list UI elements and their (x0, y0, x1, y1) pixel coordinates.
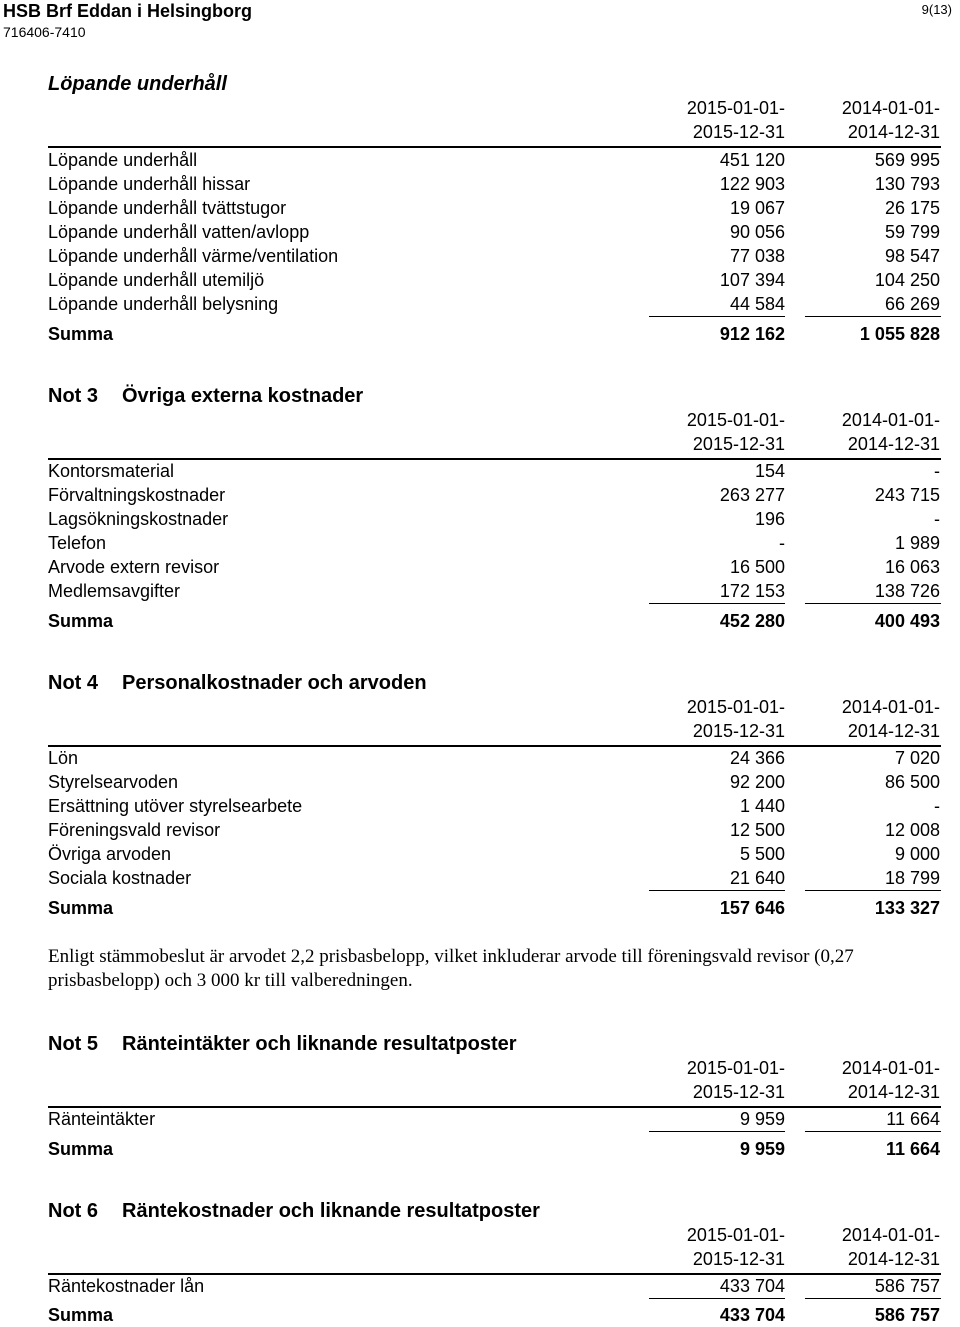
section-title (48, 1199, 540, 1223)
value-2015: 122 903 (719, 174, 785, 194)
row-label: Löpande underhåll tvättstugor (48, 198, 287, 218)
period-header: 2014-12-31 (847, 122, 940, 142)
sum-2015: 157 646 (719, 898, 785, 918)
value-2014: - (934, 509, 940, 529)
value-2015: 1 440 (739, 796, 785, 816)
row-label: Förvaltningskostnader (48, 485, 226, 505)
note-title: Räntekostnader och liknande resultatposter (122, 1200, 540, 1222)
value-2015: 19 067 (729, 198, 785, 218)
table-row (0, 507, 960, 531)
table-row (0, 459, 960, 483)
note-number: Not 6 (48, 1200, 98, 1222)
row-label: Föreningsvald revisor (48, 820, 221, 840)
period-header: 2014-12-31 (847, 1249, 940, 1269)
sum-label: Summa (48, 1305, 114, 1325)
table-row (0, 483, 960, 507)
period-header: 2015-12-31 (692, 1082, 785, 1102)
table-row (0, 1107, 960, 1131)
period-header: 2014-01-01- (841, 1058, 940, 1078)
sum-rule (649, 603, 785, 604)
value-2015: 16 500 (729, 557, 785, 577)
value-2015: 92 200 (729, 772, 785, 792)
table-row (0, 579, 960, 603)
value-2015: 5 500 (739, 844, 785, 864)
row-label: Sociala kostnader (48, 868, 192, 888)
page-header (0, 0, 960, 48)
row-label: Lagsökningskostnader (48, 509, 229, 529)
sum-2014: 1 055 828 (859, 324, 940, 344)
row-label: Löpande underhåll vatten/avlopp (48, 222, 310, 242)
value-2014: - (934, 796, 940, 816)
sum-label: Summa (48, 611, 114, 631)
section-title (48, 671, 427, 695)
table-row (0, 196, 960, 220)
value-2015: 154 (754, 461, 785, 481)
note-title: Ränteintäkter och liknande resultatposter (122, 1033, 517, 1055)
value-2014: 104 250 (874, 270, 940, 290)
table-row (0, 794, 960, 818)
value-2014: 59 799 (884, 222, 940, 242)
period-header: 2014-01-01- (841, 410, 940, 430)
value-2015: 24 366 (729, 748, 785, 768)
sum-label: Summa (48, 324, 114, 344)
sum-2014: 133 327 (874, 898, 940, 918)
sum-rule (649, 316, 785, 317)
row-label: Telefon (48, 533, 107, 553)
value-2014: - (934, 461, 940, 481)
row-label: Löpande underhåll belysning (48, 294, 279, 314)
sum-2015: 433 704 (719, 1305, 785, 1325)
value-2015: 21 640 (729, 868, 785, 888)
row-label: Kontorsmaterial (48, 461, 175, 481)
period-header: 2015-12-31 (692, 1249, 785, 1269)
period-header: 2015-01-01- (686, 1058, 785, 1078)
value-2015: 433 704 (719, 1276, 785, 1296)
value-2014: 11 664 (886, 1109, 940, 1129)
period-header: 2014-01-01- (841, 98, 940, 118)
value-2015: 90 056 (729, 222, 785, 242)
table-row (0, 555, 960, 579)
value-2015: 451 120 (719, 150, 785, 170)
value-2015: 77 038 (729, 246, 785, 266)
table-row (0, 292, 960, 316)
value-2015: 44 584 (729, 294, 785, 314)
row-label: Löpande underhåll utemiljö (48, 270, 265, 290)
row-label: Räntekostnader lån (48, 1276, 205, 1296)
sum-2015: 452 280 (719, 611, 785, 631)
row-label: Ersättning utöver styrelsearbete (48, 796, 303, 816)
value-2014: 586 757 (874, 1276, 940, 1296)
sum-row (0, 1303, 960, 1327)
period-header: 2014-01-01- (841, 697, 940, 717)
sum-2015: 912 162 (719, 324, 785, 344)
section-title (48, 1032, 517, 1056)
table-row (0, 818, 960, 842)
value-2014: 98 547 (884, 246, 940, 266)
period-header: 2015-01-01- (686, 98, 785, 118)
sum-rule (805, 890, 941, 891)
row-label: Medlemsavgifter (48, 581, 181, 601)
value-2015: 263 277 (719, 485, 785, 505)
value-2014: 16 063 (884, 557, 940, 577)
value-2014: 86 500 (884, 772, 940, 792)
sum-rule (805, 316, 941, 317)
table-row (0, 268, 960, 292)
sum-rule (805, 1298, 941, 1299)
section-title (48, 72, 227, 96)
value-2014: 18 799 (884, 868, 940, 888)
value-2014: 243 715 (874, 485, 940, 505)
sum-2014: 400 493 (874, 611, 940, 631)
period-header: 2014-01-01- (841, 1225, 940, 1245)
organization-name: HSB Brf Eddan i Helsingborg (3, 1, 253, 21)
period-header: 2015-12-31 (692, 721, 785, 741)
row-label: Ränteintäkter (48, 1109, 156, 1129)
period-header: 2014-12-31 (847, 1082, 940, 1102)
value-2014: 138 726 (874, 581, 940, 601)
row-label: Löpande underhåll värme/ventilation (48, 246, 339, 266)
table-row (0, 148, 960, 172)
note-remark: Enligt stämmobeslut är arvodet 2,2 prisbasbelopp, vilket inkluderar arvode till föreningsvald revisor (0,27 prisbasbelopp) och 3 000 kr till valberedningen. (48, 946, 854, 991)
period-header: 2015-12-31 (692, 434, 785, 454)
sum-rule (805, 603, 941, 604)
page-number: 9(13) (921, 2, 952, 17)
value-2014: 9 000 (894, 844, 940, 864)
table-row (0, 866, 960, 890)
row-label: Löpande underhåll (48, 150, 198, 170)
note-number: Not 5 (48, 1033, 98, 1055)
table-row (0, 842, 960, 866)
sum-rule (805, 1131, 941, 1132)
value-2014: 12 008 (884, 820, 940, 840)
table-row (0, 220, 960, 244)
note-title: Personalkostnader och arvoden (122, 672, 427, 694)
sum-row (0, 1137, 960, 1161)
value-2015: 172 153 (719, 581, 785, 601)
note-number: Not 4 (48, 672, 98, 694)
sum-2014: 11 664 (885, 1139, 940, 1159)
sum-row (0, 896, 960, 920)
period-header: 2015-12-31 (692, 122, 785, 142)
value-2014: 130 793 (874, 174, 940, 194)
table-row (0, 746, 960, 770)
value-2014: 66 269 (884, 294, 940, 314)
value-2014: 569 995 (874, 150, 940, 170)
period-header: 2014-12-31 (847, 721, 940, 741)
value-2015: - (779, 533, 785, 553)
sum-row (0, 322, 960, 346)
sum-row (0, 609, 960, 633)
value-2014: 26 175 (884, 198, 940, 218)
value-2014: 1 989 (894, 533, 940, 553)
period-header: 2014-12-31 (847, 434, 940, 454)
value-2014: 7 020 (894, 748, 940, 768)
period-header: 2015-01-01- (686, 410, 785, 430)
sum-label: Summa (48, 898, 114, 918)
value-2015: 196 (754, 509, 785, 529)
value-2015: 9 959 (739, 1109, 785, 1129)
sum-label: Summa (48, 1139, 114, 1159)
period-header: 2015-01-01- (686, 1225, 785, 1245)
table-row (0, 172, 960, 196)
note-title: Löpande underhåll (48, 73, 227, 95)
note-number: Not 3 (48, 385, 98, 407)
table-row (0, 1274, 960, 1298)
sum-2015: 9 959 (739, 1139, 785, 1159)
sum-2014: 586 757 (874, 1305, 940, 1325)
section-title (48, 384, 363, 408)
sum-rule (649, 1131, 785, 1132)
note-title: Övriga externa kostnader (122, 385, 364, 407)
value-2015: 12 500 (729, 820, 785, 840)
row-label: Lön (48, 748, 79, 768)
row-label: Arvode extern revisor (48, 557, 220, 577)
table-row (0, 531, 960, 555)
sum-rule (649, 1298, 785, 1299)
row-label: Styrelsearvoden (48, 772, 179, 792)
period-header: 2015-01-01- (686, 697, 785, 717)
row-label: Övriga arvoden (48, 844, 172, 864)
sum-rule (649, 890, 785, 891)
row-label: Löpande underhåll hissar (48, 174, 251, 194)
table-row (0, 244, 960, 268)
organization-number: 716406-7410 (3, 24, 86, 40)
value-2015: 107 394 (719, 270, 785, 290)
table-row (0, 770, 960, 794)
